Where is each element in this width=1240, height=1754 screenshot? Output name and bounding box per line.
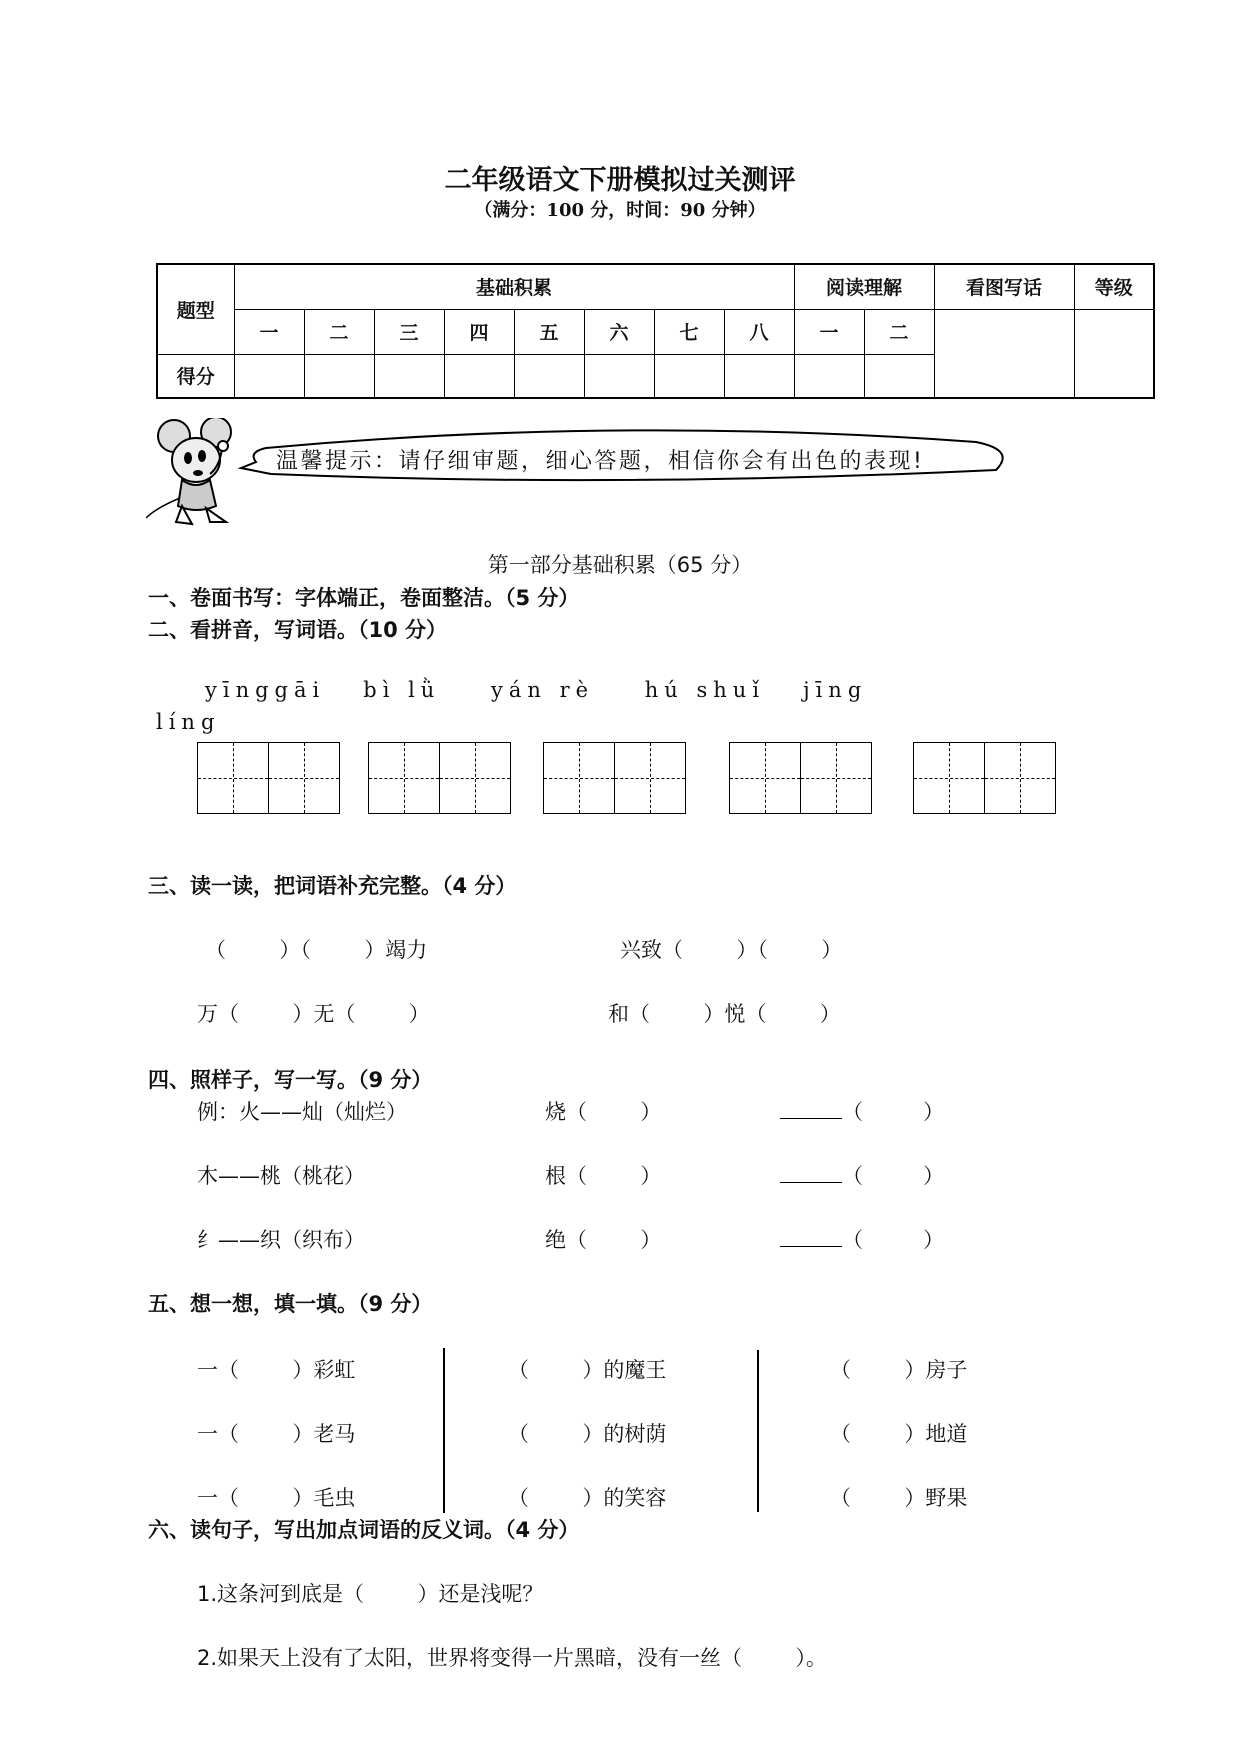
score-row-label: 得分 (157, 354, 234, 398)
col-reading-1: 一 (794, 309, 864, 354)
writing-grid[interactable] (197, 742, 340, 814)
col-basic-7: 七 (654, 309, 724, 354)
q4-middle-1: 烧（ ） (545, 1100, 662, 1124)
tip-area (146, 418, 1016, 528)
score-cell[interactable] (654, 354, 724, 398)
q4-right-1[interactable] (780, 1096, 944, 1126)
group-reading-header: 阅读理解 (794, 264, 934, 309)
score-cell[interactable] (514, 354, 584, 398)
score-cell[interactable] (304, 354, 374, 398)
col-basic-1: 一 (234, 309, 304, 354)
score-table (156, 263, 1155, 399)
q5-col1-item: 一（ ）彩虹 (197, 1358, 356, 1382)
q3-title: 三、读一读，把词语补充完整。（4 分） (148, 874, 517, 898)
q4-middle-2: 根（ ） (545, 1164, 662, 1188)
writing-grid[interactable] (913, 742, 1056, 814)
column-divider (757, 1350, 759, 1512)
score-cell[interactable] (444, 354, 514, 398)
q5-col2-item: （ ）的树荫 (508, 1422, 667, 1446)
q4-right-paren: （ ） (842, 1100, 945, 1124)
q5-col3-item: （ ）房子 (830, 1358, 968, 1382)
q4-right-3[interactable] (780, 1224, 944, 1254)
q4-example-2: 木——桃（桃花） (197, 1164, 365, 1188)
writing-grid[interactable] (368, 742, 511, 814)
writing-score-cell[interactable] (934, 309, 1074, 398)
q6-sentence-2: 2.如果天上没有了太阳，世界将变得一片黑暗，没有一丝（ ）。 (197, 1646, 827, 1670)
q4-middle-3: 绝（ ） (545, 1228, 662, 1252)
col-reading-2: 二 (864, 309, 934, 354)
answer-blank[interactable] (780, 1100, 842, 1119)
col-basic-4: 四 (444, 309, 514, 354)
q4-example-3: 纟——织（织布） (197, 1228, 365, 1252)
q5-col1-item: 一（ ）老马 (197, 1422, 356, 1446)
q1-title: 一、卷面书写：字体端正，卷面整洁。（5 分） (148, 586, 580, 610)
grid-cell[interactable] (268, 742, 340, 814)
score-cell[interactable] (234, 354, 304, 398)
q5-col3-item: （ ）地道 (830, 1422, 968, 1446)
q2-title: 二、看拼音，写词语。（10 分） (148, 618, 448, 642)
q3-row1-right: 兴致（ ）（ ） (620, 938, 843, 962)
col-basic-3: 三 (374, 309, 444, 354)
grid-cell[interactable] (197, 742, 269, 814)
group-writing-header: 看图写话 (934, 264, 1074, 309)
score-cell[interactable] (794, 354, 864, 398)
grid-cell[interactable] (543, 742, 615, 814)
col-basic-2: 二 (304, 309, 374, 354)
q6-title: 六、读句子，写出加点词语的反义词。（4 分） (148, 1518, 580, 1542)
answer-blank[interactable] (780, 1228, 842, 1247)
q6-sentence-1: 1.这条河到底是（ ）还是浅呢？ (197, 1582, 544, 1606)
q5-col1-item: 一（ ）毛虫 (197, 1486, 356, 1510)
q4-title: 四、照样子，写一写。（9 分） (148, 1068, 433, 1092)
writing-grid[interactable] (729, 742, 872, 814)
answer-blank[interactable] (780, 1164, 842, 1183)
q5-title: 五、想一想，填一填。（9 分） (148, 1292, 433, 1316)
grid-cell[interactable] (614, 742, 686, 814)
group-grade-header: 等级 (1074, 264, 1154, 309)
q4-right-2[interactable] (780, 1160, 944, 1190)
q5-col3-item: （ ）野果 (830, 1486, 968, 1510)
col-basic-5: 五 (514, 309, 584, 354)
q2-pinyin-line2: líng (156, 710, 221, 734)
grid-cell[interactable] (368, 742, 440, 814)
q5-col2-item: （ ）的笑容 (508, 1486, 667, 1510)
q3-row1-left: （ ）（ ）竭力 (205, 938, 428, 962)
col-basic-8: 八 (724, 309, 794, 354)
grade-score-cell[interactable] (1074, 309, 1154, 398)
q5-col2-item: （ ）的魔王 (508, 1358, 667, 1382)
q3-row2-right: 和（ ）悦（ ） (608, 1002, 841, 1026)
writing-grid[interactable] (543, 742, 686, 814)
group-basic-header: 基础积累 (234, 264, 794, 309)
q4-right-paren: （ ） (842, 1164, 945, 1188)
q4-right-paren: （ ） (842, 1228, 945, 1252)
page-subtitle: （满分：100 分，时间：90 分钟） (474, 200, 766, 221)
grid-cell[interactable] (800, 742, 872, 814)
score-cell[interactable] (864, 354, 934, 398)
part1-heading: 第一部分基础积累（65 分） (487, 553, 753, 577)
tip-text: 温馨提示：请仔细审题，细心答题，相信你会有出色的表现! (276, 449, 925, 474)
column-divider (443, 1348, 445, 1513)
score-cell[interactable] (584, 354, 654, 398)
type-row-label: 题型 (157, 264, 234, 354)
score-cell[interactable] (724, 354, 794, 398)
page-title: 二年级语文下册模拟过关测评 (444, 165, 796, 196)
q4-example-1: 例：火——灿（灿烂） (197, 1100, 407, 1124)
grid-cell[interactable] (729, 742, 801, 814)
grid-cell[interactable] (913, 742, 985, 814)
grid-cell[interactable] (439, 742, 511, 814)
score-cell[interactable] (374, 354, 444, 398)
q3-row2-left: 万（ ）无（ ） (197, 1002, 430, 1026)
grid-cell[interactable] (984, 742, 1056, 814)
q2-pinyin-line1: yīnggāi bì lǜ yán rè hú shuǐ jīng (205, 678, 868, 702)
col-basic-6: 六 (584, 309, 654, 354)
